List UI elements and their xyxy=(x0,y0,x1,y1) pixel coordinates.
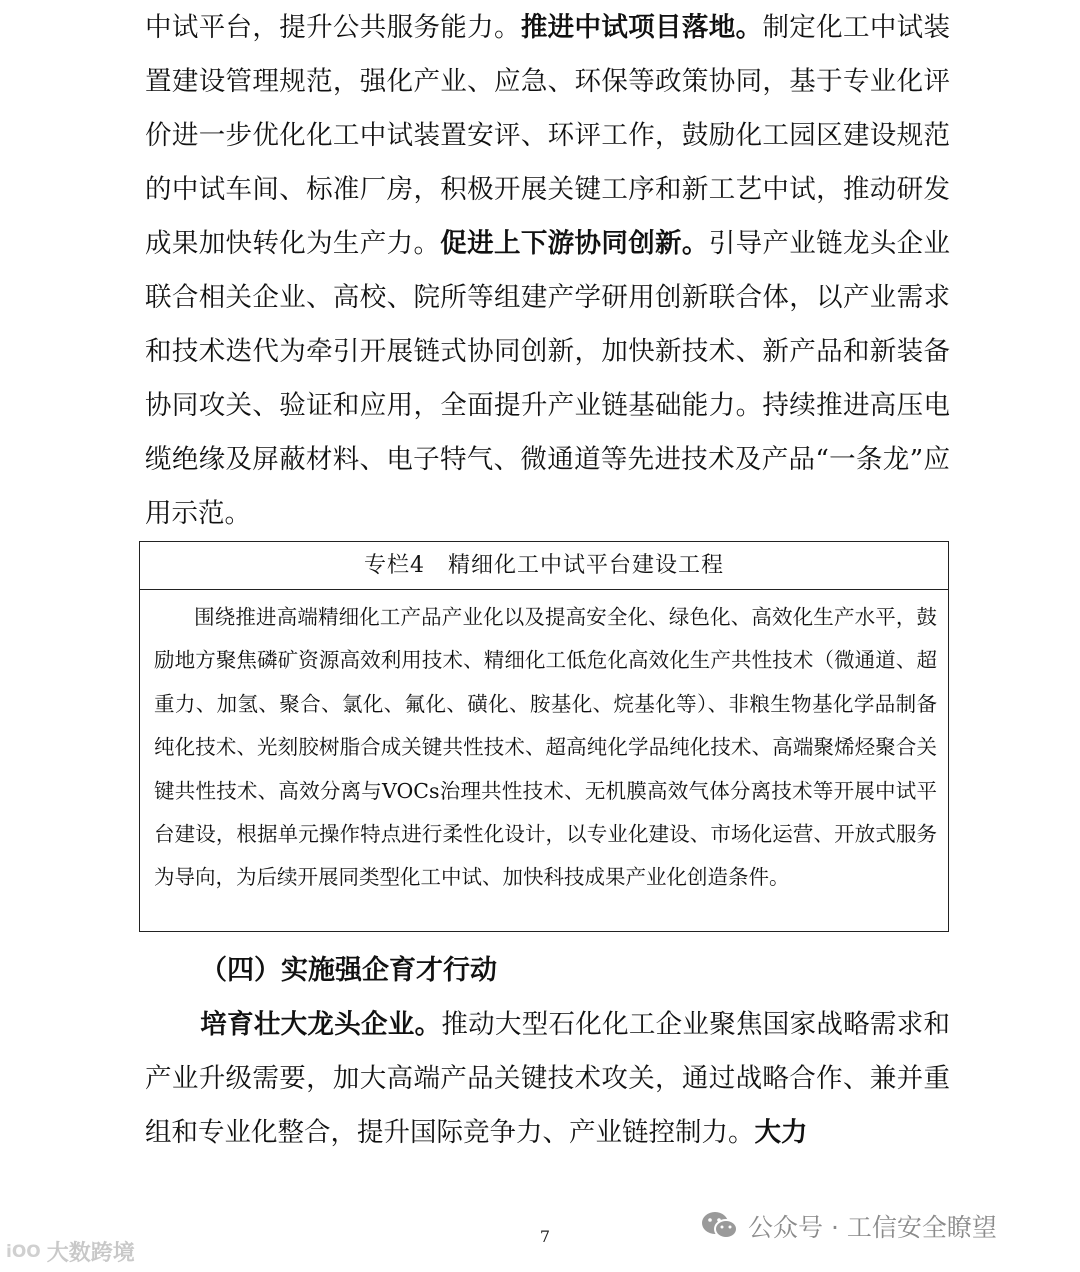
para2-text-2: 推动大型石化化工企业聚焦国家战略需求和产业升级需要，加大高端产品关键技术攻关，通过战略合作、兼并重组和专业化整合，提升国际竞争力、产业链控制力。 xyxy=(145,1009,951,1148)
column-box-text: 围绕推进高端精细化工产品产业化以及提高安全化、绿色化、高效化生产水平，鼓励地方聚焦磷矿资源高效利用技术、精细化工低危化高效化生产共性技术（微通道、超重力、加氢、聚合、氯化、氟化、磺化、胺基化、烷基化等）、非粮生物基化学品制备纯化技术、光刻胶树脂合成关键共性技术、超高纯化学品纯化技术、高端聚烯烃聚合关键共性技术、高效分离与VOCs治理共性技术、无机膜高效气体分离技术等开展中试平台建设，根据单元操作特点进行柔性化设计，以专业化建设、市场化运营、开放式服务为导向，为后续开展同类型化工中试、加快科技成果产业化创造条件。 xyxy=(154,605,937,890)
column-box-title: 专栏4 精细化工中试平台建设工程 xyxy=(140,542,948,590)
section-heading: （四）实施强企育才行动 xyxy=(200,955,497,986)
column-box xyxy=(139,541,949,932)
watermark-left-text: 大数跨境 xyxy=(46,1241,135,1266)
watermark-right xyxy=(700,1208,997,1244)
watermark-left xyxy=(6,1236,135,1267)
watermark-logo-icon: iOO xyxy=(6,1241,41,1262)
para1-bold-2: 推进中试项目落地。 xyxy=(520,12,763,43)
para1-text-5: 引导产业链龙头企业联合相关企业、高校、院所等组建产学研用创新联合体，以产业需求和技术迭代为牵引开展链式协同创新，加快新技术、新产品和新装备协同攻关、验证和应用，全面提升产业链基础能力。持续推进高压电缆绝缘及屏蔽材料、电子特气、微通道等先进技术及产品“一条龙”应用示范。 xyxy=(145,228,951,529)
watermark-right-text: 公众号 · 工信安全瞭望 xyxy=(748,1213,997,1242)
page-number: 7 xyxy=(539,1227,551,1246)
para1-text-3: 制定化工中试装置建设管理规范，强化产业、应急、环保等政策协同，基于专业化评价进一步优化化工中试装置安评、环评工作，鼓励化工园区建设规范的中试车间、标准厂房，积极开展关键工序和新工艺中试，推动研发成果加快转化为生产力。 xyxy=(145,12,951,259)
wechat-icon xyxy=(700,1210,740,1242)
para2-bold-3: 大力 xyxy=(754,1117,808,1148)
body-paragraph-2 xyxy=(145,998,950,1160)
para1-bold-4: 促进上下游协同创新。 xyxy=(440,228,709,259)
para2-bold-1: 培育壮大龙头企业。 xyxy=(200,1009,442,1040)
column-box-body xyxy=(140,590,948,900)
para1-text-1: 中试平台，提升公共服务能力。 xyxy=(145,12,521,43)
body-paragraph-1 xyxy=(145,1,950,541)
